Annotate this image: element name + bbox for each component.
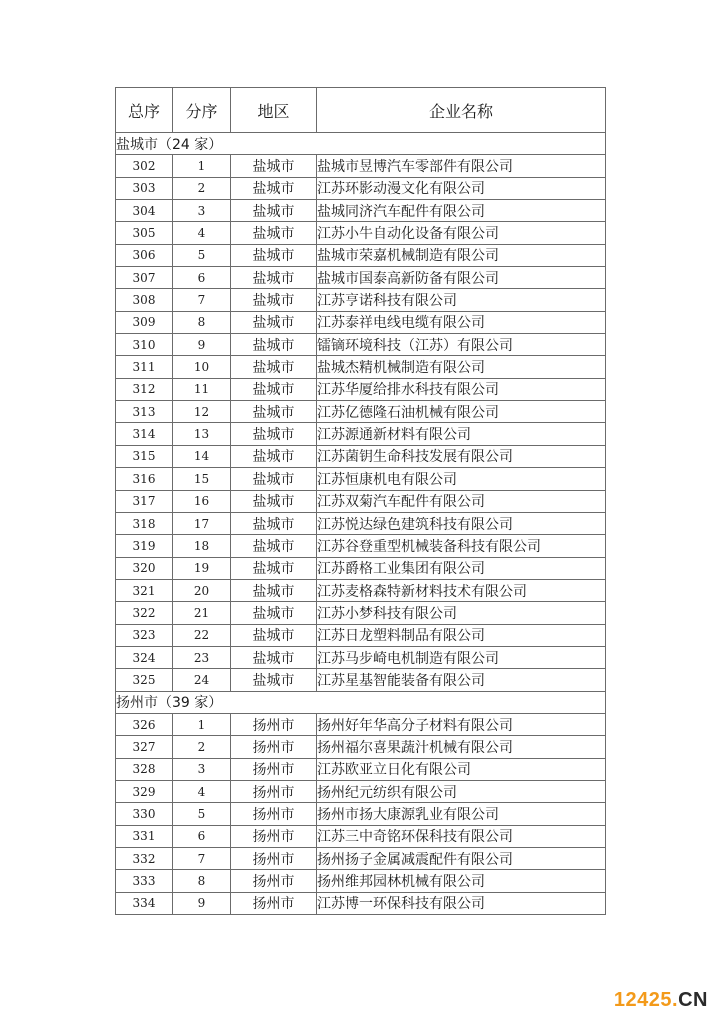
total-index-cell: 326 (116, 713, 173, 735)
region-cell: 盐城市 (231, 490, 317, 512)
sub-index-cell: 3 (173, 758, 231, 780)
region-cell: 盐城市 (231, 222, 317, 244)
total-index-cell: 329 (116, 780, 173, 802)
sub-index-cell: 21 (173, 602, 231, 624)
table-row (116, 177, 606, 199)
table-row (116, 155, 606, 177)
table-row (116, 780, 606, 802)
company-name-cell: 镭镝环境科技（江苏）有限公司 (317, 334, 606, 356)
section-row (116, 691, 606, 713)
total-index-cell: 302 (116, 155, 173, 177)
sub-index-cell: 11 (173, 378, 231, 400)
company-name-cell: 江苏小牛自动化设备有限公司 (317, 222, 606, 244)
company-name-cell: 江苏日龙塑料制品有限公司 (317, 624, 606, 646)
header-region: 地区 (231, 88, 317, 133)
company-name-cell: 扬州好年华高分子材料有限公司 (317, 713, 606, 735)
total-index-cell: 307 (116, 267, 173, 289)
site-watermark (614, 989, 708, 1012)
sub-index-cell: 4 (173, 222, 231, 244)
region-cell: 盐城市 (231, 334, 317, 356)
table-row (116, 803, 606, 825)
sub-index-cell: 6 (173, 267, 231, 289)
watermark-tld: CN (678, 989, 708, 1011)
total-index-cell: 316 (116, 468, 173, 490)
region-cell: 盐城市 (231, 468, 317, 490)
company-name-cell: 江苏恒康机电有限公司 (317, 468, 606, 490)
region-cell: 盐城市 (231, 356, 317, 378)
region-cell: 盐城市 (231, 267, 317, 289)
region-cell: 盐城市 (231, 200, 317, 222)
total-index-cell: 332 (116, 848, 173, 870)
total-index-cell: 313 (116, 401, 173, 423)
sub-index-cell: 2 (173, 177, 231, 199)
total-index-cell: 325 (116, 669, 173, 691)
sub-index-cell: 16 (173, 490, 231, 512)
total-index-cell: 310 (116, 334, 173, 356)
table-row (116, 356, 606, 378)
company-name-cell: 江苏博一环保科技有限公司 (317, 892, 606, 914)
company-name-cell: 江苏星基智能装备有限公司 (317, 669, 606, 691)
region-cell: 扬州市 (231, 870, 317, 892)
company-name-cell: 江苏谷登重型机械装备科技有限公司 (317, 535, 606, 557)
company-name-cell: 江苏悦达绿色建筑科技有限公司 (317, 512, 606, 534)
header-company-name: 企业名称 (317, 88, 606, 133)
company-name-cell: 盐城市荣嘉机械制造有限公司 (317, 244, 606, 266)
table-row (116, 825, 606, 847)
table-row (116, 535, 606, 557)
sub-index-cell: 3 (173, 200, 231, 222)
table-row (116, 378, 606, 400)
total-index-cell: 334 (116, 892, 173, 914)
sub-index-cell: 13 (173, 423, 231, 445)
region-cell: 扬州市 (231, 892, 317, 914)
company-name-cell: 盐城同济汽车配件有限公司 (317, 200, 606, 222)
company-name-cell: 江苏环影动漫文化有限公司 (317, 177, 606, 199)
region-cell: 盐城市 (231, 378, 317, 400)
table-row (116, 602, 606, 624)
region-cell: 盐城市 (231, 423, 317, 445)
sub-index-cell: 9 (173, 334, 231, 356)
total-index-cell: 328 (116, 758, 173, 780)
region-cell: 扬州市 (231, 803, 317, 825)
total-index-cell: 304 (116, 200, 173, 222)
sub-index-cell: 23 (173, 646, 231, 668)
company-name-cell: 盐城市国泰高新防备有限公司 (317, 267, 606, 289)
total-index-cell: 323 (116, 624, 173, 646)
company-name-cell: 江苏三中奇铭环保科技有限公司 (317, 825, 606, 847)
table-body (116, 133, 606, 915)
header-row (116, 88, 606, 133)
table-row (116, 289, 606, 311)
company-name-cell: 扬州纪元纺织有限公司 (317, 780, 606, 802)
sub-index-cell: 2 (173, 736, 231, 758)
sub-index-cell: 4 (173, 780, 231, 802)
company-name-cell: 江苏泰祥电线电缆有限公司 (317, 311, 606, 333)
table-row (116, 445, 606, 467)
table-row (116, 713, 606, 735)
total-index-cell: 322 (116, 602, 173, 624)
sub-index-cell: 8 (173, 870, 231, 892)
region-cell: 盐城市 (231, 244, 317, 266)
region-cell: 扬州市 (231, 825, 317, 847)
company-name-cell: 江苏菌钥生命科技发展有限公司 (317, 445, 606, 467)
table-row (116, 848, 606, 870)
sub-index-cell: 10 (173, 356, 231, 378)
enterprise-table (115, 87, 606, 915)
region-cell: 扬州市 (231, 848, 317, 870)
sub-index-cell: 15 (173, 468, 231, 490)
region-cell: 盐城市 (231, 602, 317, 624)
table-row (116, 423, 606, 445)
total-index-cell: 327 (116, 736, 173, 758)
table-row (116, 870, 606, 892)
table-row (116, 222, 606, 244)
total-index-cell: 315 (116, 445, 173, 467)
section-row (116, 133, 606, 155)
region-cell: 盐城市 (231, 289, 317, 311)
table-row (116, 334, 606, 356)
sub-index-cell: 5 (173, 244, 231, 266)
sub-index-cell: 17 (173, 512, 231, 534)
total-index-cell: 320 (116, 557, 173, 579)
region-cell: 盐城市 (231, 669, 317, 691)
company-name-cell: 江苏亿德隆石油机械有限公司 (317, 401, 606, 423)
table-row (116, 401, 606, 423)
region-cell: 扬州市 (231, 736, 317, 758)
company-name-cell: 扬州市扬大康源乳业有限公司 (317, 803, 606, 825)
region-cell: 盐城市 (231, 579, 317, 601)
total-index-cell: 319 (116, 535, 173, 557)
sub-index-cell: 20 (173, 579, 231, 601)
section-title: 盐城市（24 家） (116, 133, 606, 155)
region-cell: 盐城市 (231, 557, 317, 579)
company-name-cell: 江苏麦格森特新材料技术有限公司 (317, 579, 606, 601)
table-row (116, 758, 606, 780)
region-cell: 扬州市 (231, 780, 317, 802)
sub-index-cell: 5 (173, 803, 231, 825)
table-row (116, 267, 606, 289)
total-index-cell: 309 (116, 311, 173, 333)
company-name-cell: 江苏马步崎电机制造有限公司 (317, 646, 606, 668)
table-row (116, 557, 606, 579)
region-cell: 盐城市 (231, 445, 317, 467)
header-sub-index: 分序 (173, 88, 231, 133)
sub-index-cell: 9 (173, 892, 231, 914)
table-row (116, 512, 606, 534)
sub-index-cell: 1 (173, 155, 231, 177)
region-cell: 扬州市 (231, 758, 317, 780)
company-name-cell: 盐城市昱博汽车零部件有限公司 (317, 155, 606, 177)
company-name-cell: 扬州扬子金属减震配件有限公司 (317, 848, 606, 870)
company-name-cell: 扬州维邦园林机械有限公司 (317, 870, 606, 892)
company-name-cell: 江苏双菊汽车配件有限公司 (317, 490, 606, 512)
region-cell: 盐城市 (231, 177, 317, 199)
total-index-cell: 333 (116, 870, 173, 892)
total-index-cell: 306 (116, 244, 173, 266)
table-row (116, 624, 606, 646)
sub-index-cell: 8 (173, 311, 231, 333)
company-name-cell: 盐城杰精机械制造有限公司 (317, 356, 606, 378)
sub-index-cell: 6 (173, 825, 231, 847)
total-index-cell: 324 (116, 646, 173, 668)
company-name-cell: 江苏欧亚立日化有限公司 (317, 758, 606, 780)
company-name-cell: 江苏小梦科技有限公司 (317, 602, 606, 624)
company-name-cell: 江苏亨诺科技有限公司 (317, 289, 606, 311)
sub-index-cell: 22 (173, 624, 231, 646)
total-index-cell: 312 (116, 378, 173, 400)
sub-index-cell: 7 (173, 848, 231, 870)
region-cell: 盐城市 (231, 624, 317, 646)
table-row (116, 244, 606, 266)
sub-index-cell: 18 (173, 535, 231, 557)
sub-index-cell: 7 (173, 289, 231, 311)
watermark-dot: . (672, 989, 679, 1011)
region-cell: 盐城市 (231, 401, 317, 423)
total-index-cell: 330 (116, 803, 173, 825)
total-index-cell: 318 (116, 512, 173, 534)
company-name-cell: 江苏华厦给排水科技有限公司 (317, 378, 606, 400)
company-name-cell: 扬州福尔喜果蔬汁机械有限公司 (317, 736, 606, 758)
company-name-cell: 江苏爵格工业集团有限公司 (317, 557, 606, 579)
sub-index-cell: 24 (173, 669, 231, 691)
table-header (116, 88, 606, 133)
section-title: 扬州市（39 家） (116, 691, 606, 713)
watermark-digits: 12425 (613, 989, 673, 1011)
region-cell: 盐城市 (231, 646, 317, 668)
total-index-cell: 303 (116, 177, 173, 199)
table-row (116, 892, 606, 914)
table-row (116, 669, 606, 691)
sub-index-cell: 12 (173, 401, 231, 423)
region-cell: 盐城市 (231, 512, 317, 534)
table-row (116, 468, 606, 490)
table-row (116, 579, 606, 601)
company-name-cell: 江苏源通新材料有限公司 (317, 423, 606, 445)
region-cell: 扬州市 (231, 713, 317, 735)
header-total-index: 总序 (116, 88, 173, 133)
table-row (116, 646, 606, 668)
sub-index-cell: 1 (173, 713, 231, 735)
region-cell: 盐城市 (231, 535, 317, 557)
total-index-cell: 314 (116, 423, 173, 445)
total-index-cell: 321 (116, 579, 173, 601)
total-index-cell: 317 (116, 490, 173, 512)
total-index-cell: 331 (116, 825, 173, 847)
region-cell: 盐城市 (231, 155, 317, 177)
total-index-cell: 311 (116, 356, 173, 378)
sub-index-cell: 14 (173, 445, 231, 467)
table-row (116, 200, 606, 222)
table-row (116, 736, 606, 758)
total-index-cell: 305 (116, 222, 173, 244)
table-row (116, 490, 606, 512)
region-cell: 盐城市 (231, 311, 317, 333)
total-index-cell: 308 (116, 289, 173, 311)
sub-index-cell: 19 (173, 557, 231, 579)
table-row (116, 311, 606, 333)
